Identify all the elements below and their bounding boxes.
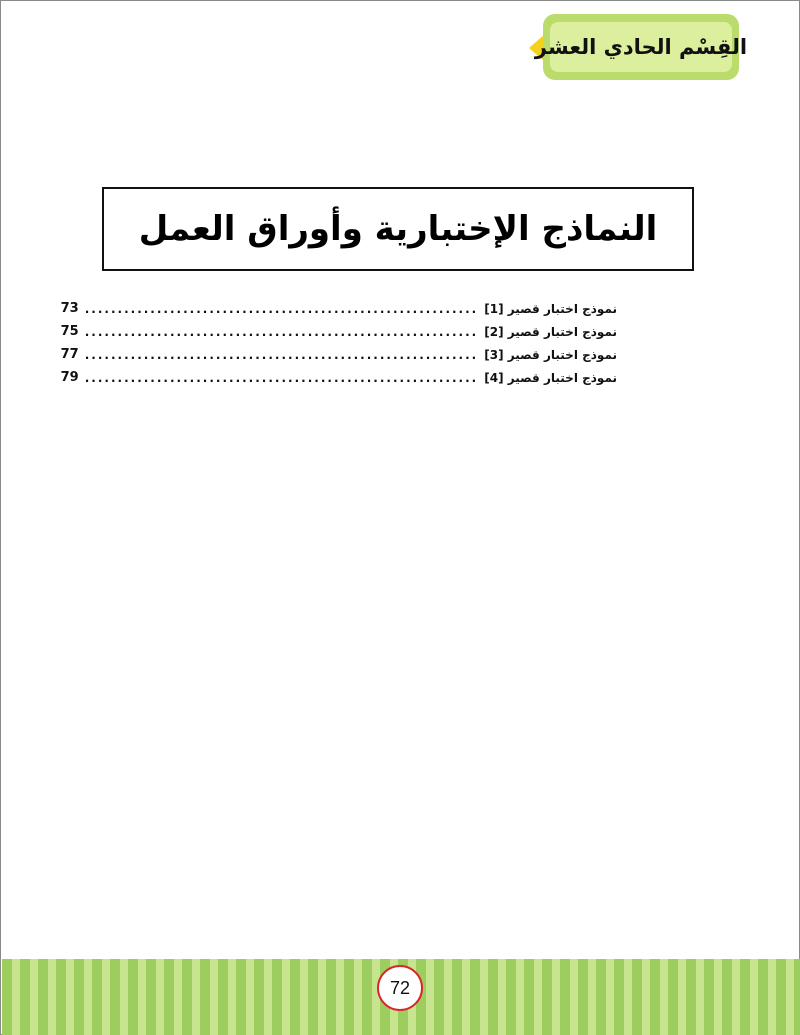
- section-tab: [521, 14, 748, 82]
- toc-item[interactable]: [60, 343, 617, 366]
- toc-leader-dots: ............................................................: [84, 347, 479, 362]
- title-box: [102, 187, 694, 271]
- section-tab-inner: [534, 22, 748, 72]
- toc-leader-dots: ............................................................: [84, 324, 479, 339]
- page-title: النماذج الإختبارية وأوراق العمل: [138, 209, 658, 249]
- section-tab-label: القِسْم الحادي العشر: [534, 35, 748, 59]
- page-number-badge: [377, 965, 423, 1011]
- toc-item-label: نموذج اختبار قصير [3]: [484, 347, 617, 362]
- toc-item[interactable]: [60, 366, 617, 389]
- toc-item-label: نموذج اختبار قصير [2]: [484, 324, 617, 339]
- toc-item-label: نموذج اختبار قصير [4]: [484, 370, 617, 385]
- toc-leader-dots: ............................................................: [84, 301, 479, 316]
- toc-item[interactable]: [60, 297, 617, 320]
- toc-item-page: 77: [60, 347, 79, 362]
- table-of-contents: [60, 297, 617, 389]
- toc-item-label: نموذج اختبار قصير [1]: [484, 301, 617, 316]
- toc-item-page: 79: [60, 370, 79, 385]
- toc-leader-dots: ............................................................: [84, 370, 479, 385]
- toc-item[interactable]: [60, 320, 617, 343]
- toc-item-page: 73: [60, 301, 79, 316]
- section-tab-frame: [534, 14, 748, 80]
- page-number: 72: [389, 977, 411, 998]
- toc-item-page: 75: [60, 324, 79, 339]
